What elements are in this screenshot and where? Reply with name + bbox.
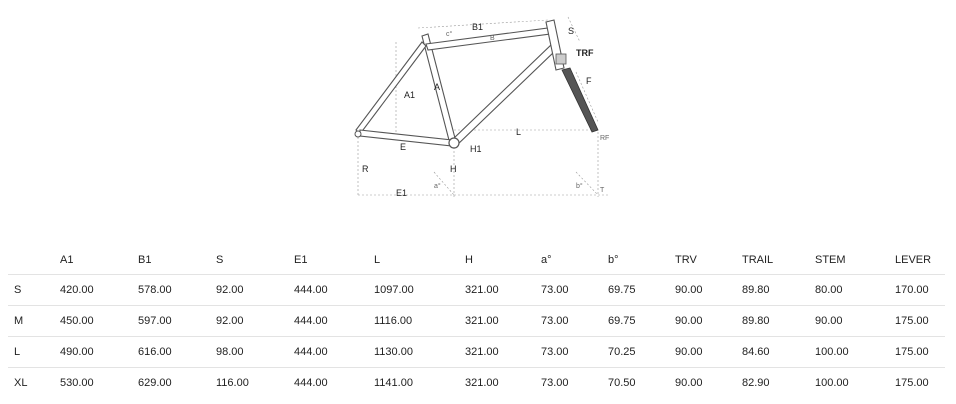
label-b-angle: b°: [576, 183, 583, 190]
column-header: S: [216, 254, 224, 266]
table-row: [8, 306, 945, 337]
table-cell: 116.00: [216, 368, 294, 399]
dimension-lines: [358, 17, 610, 197]
table-cell: 490.00: [60, 337, 138, 368]
table-cell: 175.00: [895, 337, 945, 368]
label-b1: B1: [472, 22, 484, 32]
table-cell: 444.00: [294, 337, 374, 368]
column-header: A1: [60, 254, 74, 266]
geometry-table: [8, 246, 945, 398]
table-cell: 90.00: [675, 275, 742, 306]
table-cell: 73.00: [541, 306, 608, 337]
column-header: E1: [294, 254, 308, 266]
size-cell: XL: [8, 368, 60, 399]
table-cell: 444.00: [294, 275, 374, 306]
table-cell: 89.80: [742, 306, 815, 337]
top-tube: [426, 28, 550, 50]
table-cell: 175.00: [895, 306, 945, 337]
label-a-angle: a°: [434, 183, 441, 190]
column-header: TRAIL: [742, 254, 774, 266]
label-t: T: [600, 187, 605, 194]
label-h: H: [450, 164, 457, 174]
seat-stay: [356, 42, 426, 134]
label-a: A: [434, 82, 441, 92]
table-cell: 321.00: [465, 368, 541, 399]
table-cell: 1130.00: [374, 337, 465, 368]
fork: [562, 68, 598, 132]
table-row: [8, 275, 945, 306]
table-cell: 73.00: [541, 368, 608, 399]
table-cell: 1097.00: [374, 275, 465, 306]
table-cell: 69.75: [608, 275, 675, 306]
table-cell: 69.75: [608, 306, 675, 337]
table-cell: 170.00: [895, 275, 945, 306]
table-cell: 89.80: [742, 275, 815, 306]
label-e1: E1: [396, 188, 408, 198]
table-cell: 1141.00: [374, 368, 465, 399]
table-cell: 100.00: [815, 337, 895, 368]
table-cell: 70.25: [608, 337, 675, 368]
table-cell: 321.00: [465, 337, 541, 368]
size-cell: S: [8, 275, 60, 306]
table-cell: 90.00: [675, 368, 742, 399]
table-cell: 90.00: [675, 306, 742, 337]
label-rf: RF: [600, 135, 610, 142]
label-l: L: [516, 127, 522, 137]
table-cell: 1116.00: [374, 306, 465, 337]
table-cell: 321.00: [465, 306, 541, 337]
table-cell: 444.00: [294, 368, 374, 399]
size-cell: L: [8, 337, 60, 368]
table-cell: 92.00: [216, 306, 294, 337]
table-cell: 73.00: [541, 275, 608, 306]
down-tube: [452, 44, 556, 146]
table-cell: 84.60: [742, 337, 815, 368]
table-cell: 70.50: [608, 368, 675, 399]
table-header-row: [8, 246, 945, 275]
label-trf: TRF: [576, 48, 594, 58]
table-cell: 98.00: [216, 337, 294, 368]
table-cell: 530.00: [60, 368, 138, 399]
bike-frame: [355, 20, 598, 148]
column-header: [8, 246, 60, 275]
table-cell: 90.00: [815, 306, 895, 337]
table-cell: 444.00: [294, 306, 374, 337]
table-cell: 73.00: [541, 337, 608, 368]
column-header: L: [374, 254, 381, 266]
table-cell: 629.00: [138, 368, 216, 399]
table-cell: 100.00: [815, 368, 895, 399]
frame-geometry-diagram: [348, 12, 618, 202]
label-a1: A1: [404, 90, 416, 100]
column-header: a°: [541, 254, 552, 266]
table-cell: 597.00: [138, 306, 216, 337]
table-cell: 90.00: [675, 337, 742, 368]
label-s: S: [568, 26, 575, 36]
headset-spacer: [556, 54, 566, 64]
label-c-angle: c°: [446, 31, 453, 38]
rear-dropout: [355, 131, 361, 137]
column-header: b°: [608, 254, 619, 266]
table-row: [8, 337, 945, 368]
table-cell: 420.00: [60, 275, 138, 306]
column-header: TRV: [675, 254, 697, 266]
column-header: LEVER: [895, 254, 932, 266]
table-cell: 80.00: [815, 275, 895, 306]
label-h1: H1: [470, 144, 482, 154]
table-cell: 450.00: [60, 306, 138, 337]
table-cell: 175.00: [895, 368, 945, 399]
label-e: E: [400, 142, 407, 152]
size-cell: M: [8, 306, 60, 337]
table-cell: 92.00: [216, 275, 294, 306]
bottom-bracket: [449, 138, 459, 148]
table-cell: 321.00: [465, 275, 541, 306]
table-cell: 82.90: [742, 368, 815, 399]
label-r: R: [362, 164, 369, 174]
table-cell: 616.00: [138, 337, 216, 368]
table-row: [8, 368, 945, 399]
column-header: STEM: [815, 254, 846, 266]
label-f: F: [586, 76, 592, 86]
column-header: B1: [138, 254, 152, 266]
table-cell: 578.00: [138, 275, 216, 306]
label-b: B: [490, 35, 495, 42]
column-header: H: [465, 254, 473, 266]
